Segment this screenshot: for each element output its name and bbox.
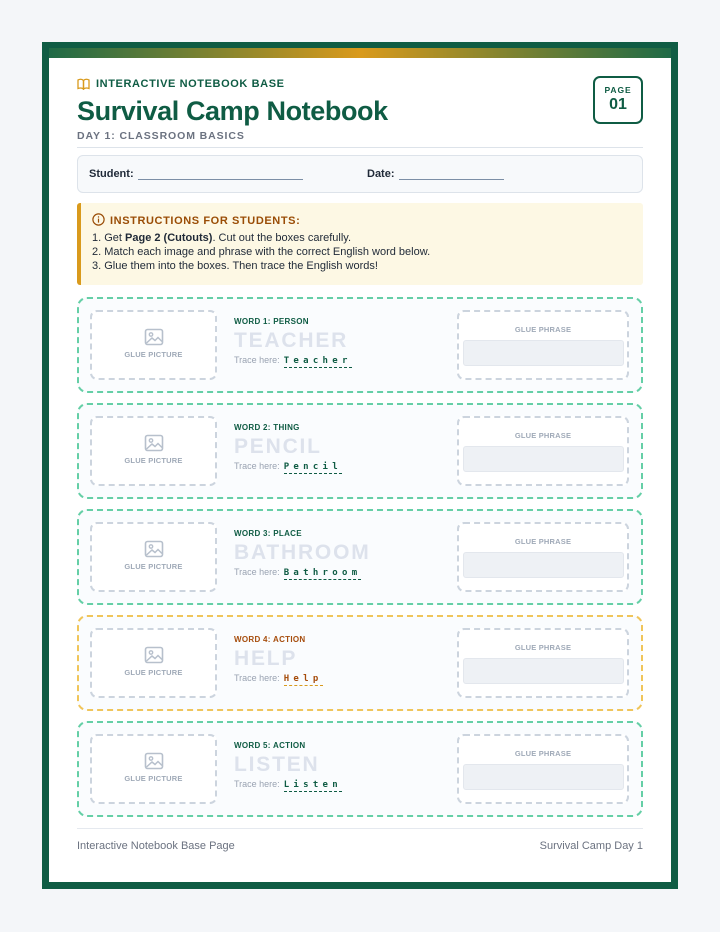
glue-phrase-slot[interactable] bbox=[463, 446, 624, 472]
footer-left: Interactive Notebook Base Page bbox=[77, 840, 235, 852]
glue-phrase-box[interactable] bbox=[457, 416, 629, 486]
trace-word[interactable]: Teacher bbox=[283, 356, 352, 366]
date-line[interactable] bbox=[399, 169, 504, 180]
glue-picture-box[interactable] bbox=[90, 734, 217, 804]
open-book-icon bbox=[77, 78, 90, 90]
word-body bbox=[234, 529, 454, 580]
instructions-box bbox=[77, 203, 643, 285]
trace-label: Trace here: bbox=[234, 461, 280, 471]
image-placeholder-icon bbox=[144, 328, 164, 346]
instruction-step-1-bold: Page 2 (Cutouts) bbox=[125, 232, 213, 244]
page-number: 01 bbox=[609, 96, 627, 113]
notebook-page bbox=[49, 58, 671, 882]
trace-label: Trace here: bbox=[234, 673, 280, 683]
word-body bbox=[234, 317, 454, 368]
glue-phrase-slot[interactable] bbox=[463, 764, 624, 790]
word-outline: PENCIL bbox=[234, 435, 322, 458]
header-divider bbox=[77, 147, 643, 148]
trace-row bbox=[234, 355, 454, 368]
word-label: WORD 3: PLACE bbox=[234, 529, 302, 538]
student-field[interactable] bbox=[89, 168, 303, 180]
trace-word[interactable]: Help bbox=[283, 674, 323, 684]
image-placeholder-icon bbox=[144, 540, 164, 558]
glue-picture-box[interactable] bbox=[90, 310, 217, 380]
glue-phrase-label: GLUE PHRASE bbox=[514, 431, 572, 440]
instruction-step-1: 1. Get Page 2 (Cutouts). Cut out the boxes carefully. bbox=[92, 232, 352, 244]
glue-phrase-box[interactable] bbox=[457, 522, 629, 592]
eyebrow bbox=[77, 76, 643, 92]
glue-phrase-slot[interactable] bbox=[463, 552, 624, 578]
page-title: Survival Camp Notebook bbox=[77, 96, 388, 126]
date-field[interactable] bbox=[367, 168, 504, 180]
glue-picture-box[interactable] bbox=[90, 628, 217, 698]
trace-label: Trace here: bbox=[234, 567, 280, 577]
page-footer bbox=[77, 840, 643, 852]
trace-row bbox=[234, 567, 454, 580]
trace-word[interactable]: Listen bbox=[283, 780, 342, 790]
word-label: WORD 1: PERSON bbox=[234, 317, 309, 326]
word-body bbox=[234, 423, 454, 474]
glue-picture-label: GLUE PICTURE bbox=[124, 456, 183, 465]
page-header bbox=[77, 76, 643, 154]
word-outline: BATHROOM bbox=[234, 541, 371, 564]
footer-divider bbox=[77, 828, 643, 829]
word-outline: HELP bbox=[234, 647, 298, 670]
word-body bbox=[234, 741, 454, 792]
trace-row bbox=[234, 779, 454, 792]
trace-word[interactable]: Bathroom bbox=[283, 568, 362, 578]
word-outline: LISTEN bbox=[234, 753, 320, 776]
word-card-2 bbox=[77, 403, 643, 499]
image-placeholder-icon bbox=[144, 752, 164, 770]
word-card-4 bbox=[77, 615, 643, 711]
glue-phrase-slot[interactable] bbox=[463, 658, 624, 684]
glue-phrase-label: GLUE PHRASE bbox=[514, 325, 572, 334]
image-placeholder-icon bbox=[144, 434, 164, 452]
instructions-list bbox=[92, 231, 430, 273]
date-label: Date: bbox=[367, 168, 395, 180]
glue-phrase-box[interactable] bbox=[457, 310, 629, 380]
word-outline: TEACHER bbox=[234, 329, 349, 352]
student-label: Student: bbox=[89, 168, 134, 180]
glue-phrase-box[interactable] bbox=[457, 734, 629, 804]
page-subtitle: DAY 1: CLASSROOM BASICS bbox=[77, 130, 245, 142]
glue-phrase-label: GLUE PHRASE bbox=[514, 749, 572, 758]
trace-label: Trace here: bbox=[234, 355, 280, 365]
glue-picture-box[interactable] bbox=[90, 416, 217, 486]
word-card-5 bbox=[77, 721, 643, 817]
trace-row bbox=[234, 461, 454, 474]
student-name-line[interactable] bbox=[138, 169, 303, 180]
instruction-step-3: 3. Glue them into the boxes. Then trace the English words! bbox=[92, 260, 378, 272]
glue-phrase-label: GLUE PHRASE bbox=[514, 643, 572, 652]
glue-picture-label: GLUE PICTURE bbox=[124, 668, 183, 677]
footer-right: Survival Camp Day 1 bbox=[539, 840, 643, 852]
glue-picture-label: GLUE PICTURE bbox=[124, 562, 183, 571]
trace-word[interactable]: Pencil bbox=[283, 462, 342, 472]
glue-picture-label: GLUE PICTURE bbox=[124, 350, 183, 359]
word-body bbox=[234, 635, 454, 686]
instructions-title-text: INSTRUCTIONS FOR STUDENTS: bbox=[110, 215, 301, 227]
word-label: WORD 2: THING bbox=[234, 423, 300, 432]
glue-picture-box[interactable] bbox=[90, 522, 217, 592]
student-info-box bbox=[77, 155, 643, 193]
image-placeholder-icon bbox=[144, 646, 164, 664]
word-card-3 bbox=[77, 509, 643, 605]
page-number-badge bbox=[593, 76, 643, 124]
glue-phrase-label: GLUE PHRASE bbox=[514, 537, 572, 546]
word-card-1 bbox=[77, 297, 643, 393]
instruction-step-2: 2. Match each image and phrase with the correct English word below. bbox=[92, 246, 431, 258]
word-label: WORD 4: ACTION bbox=[234, 635, 306, 644]
glue-picture-label: GLUE PICTURE bbox=[124, 774, 183, 783]
word-label: WORD 5: ACTION bbox=[234, 741, 306, 750]
page-label: PAGE bbox=[604, 85, 632, 95]
instructions-title bbox=[92, 213, 300, 229]
page-frame bbox=[42, 42, 678, 889]
eyebrow-text: INTERACTIVE NOTEBOOK BASE bbox=[96, 78, 285, 90]
glue-phrase-slot[interactable] bbox=[463, 340, 624, 366]
gradient-top-bar bbox=[49, 48, 671, 58]
trace-row bbox=[234, 673, 454, 686]
glue-phrase-box[interactable] bbox=[457, 628, 629, 698]
info-circle-icon bbox=[92, 213, 105, 229]
trace-label: Trace here: bbox=[234, 779, 280, 789]
